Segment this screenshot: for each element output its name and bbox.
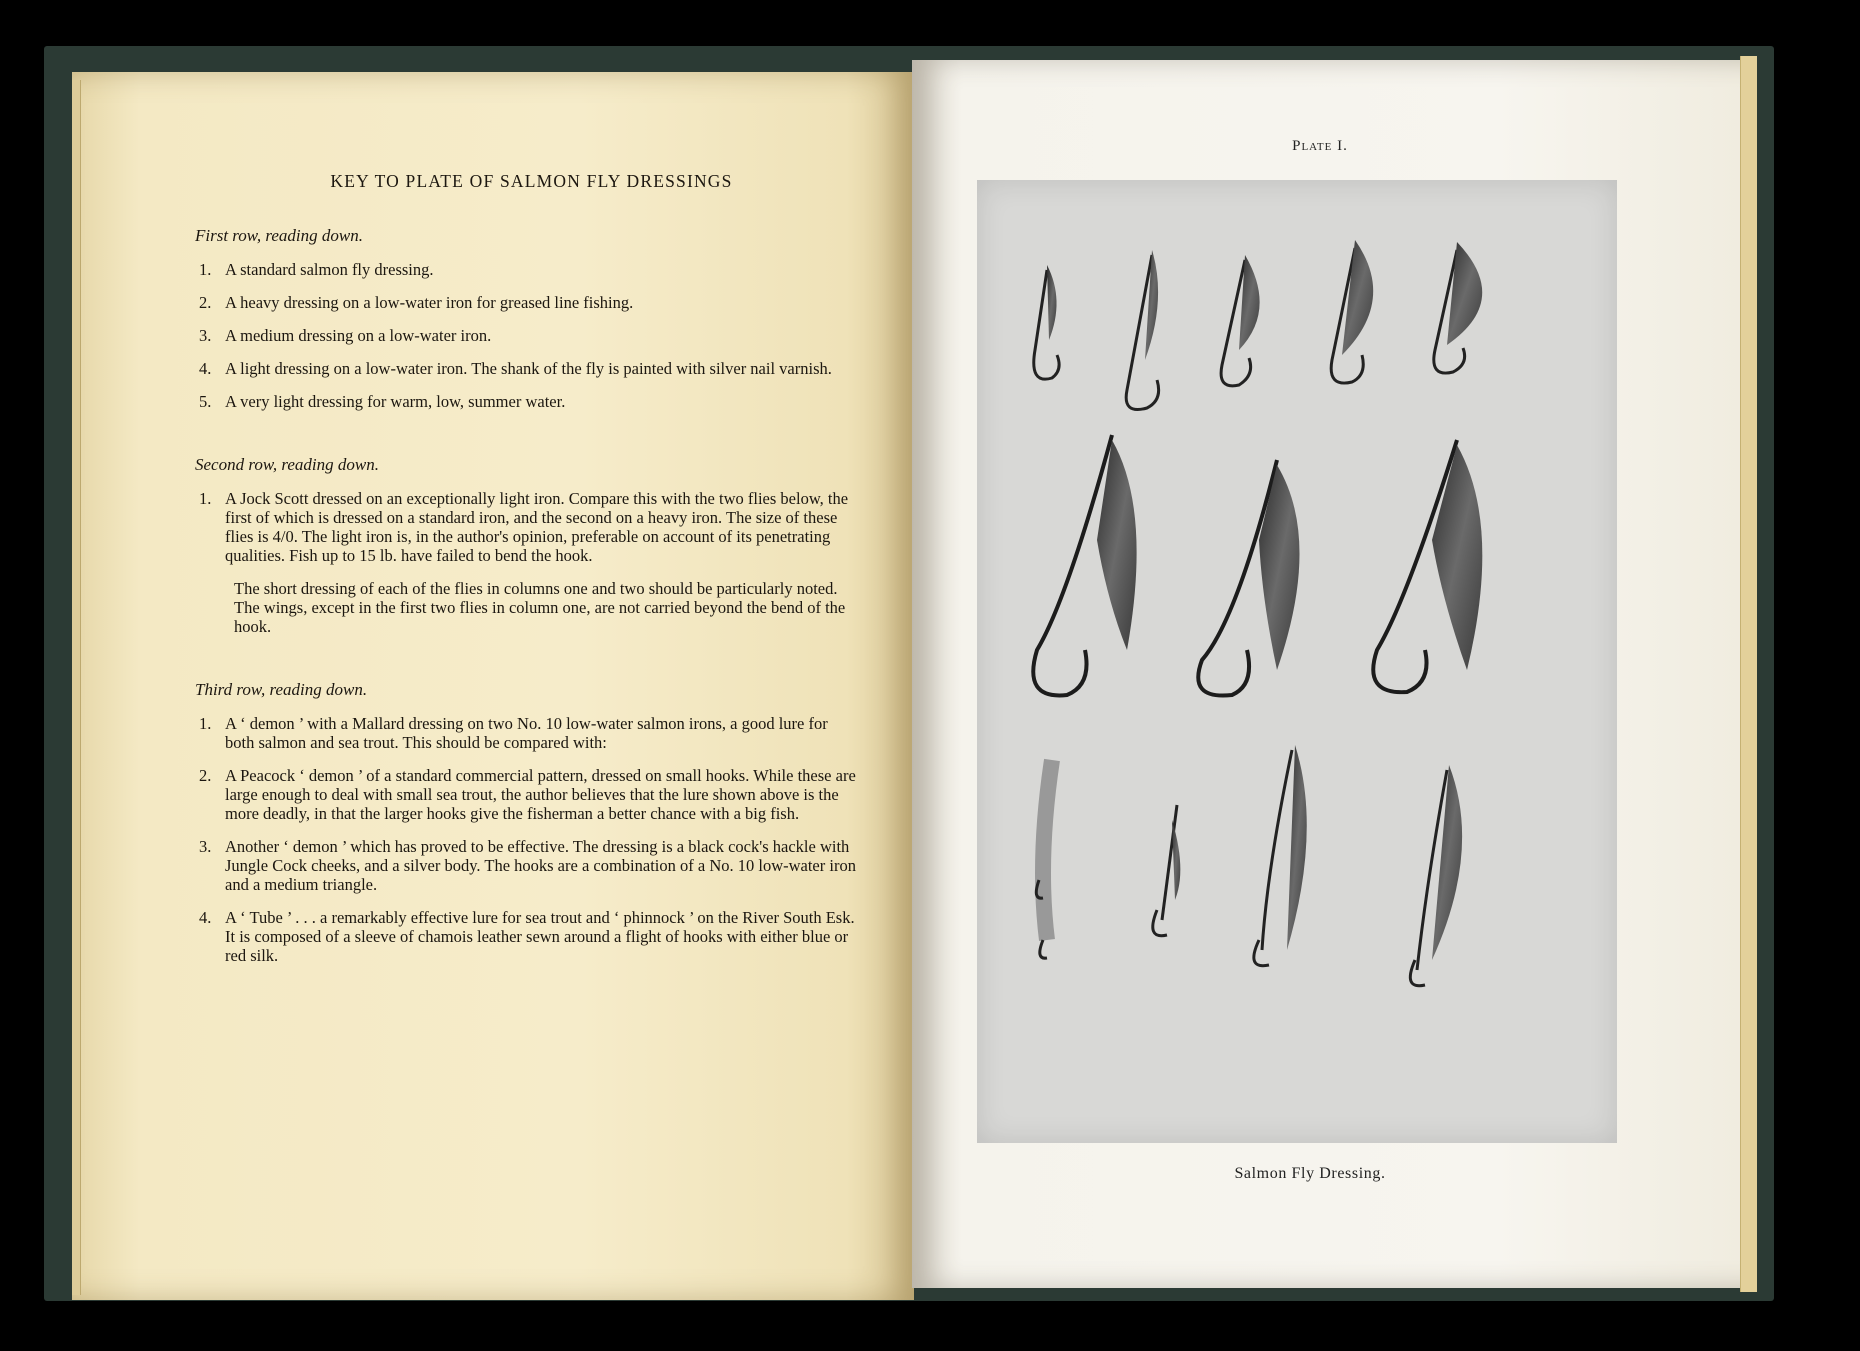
item-number: 4. xyxy=(199,359,212,378)
list-item xyxy=(195,326,860,345)
item-text: A Peacock ‘ demon ’ of a standard commercial pattern, dressed on small hooks. While these are large enough to deal with small sea trout, the author believes that the lure shown above is the more deadly, in that the larger hooks give the fisherman a better chance with a big fish. xyxy=(225,766,856,823)
item-text: Another ‘ demon ’ which has proved to be effective. The dressing is a black cock's hackle with Jungle Cock cheeks, and a silver body. The hooks are a combination of a No. 10 low-water iron and a medium triangle. xyxy=(225,837,856,894)
list-item xyxy=(195,359,860,378)
fly-icon xyxy=(1033,435,1136,695)
section-title: Third row, reading down. xyxy=(195,680,368,699)
item-number: 1. xyxy=(199,489,212,508)
fly-icon xyxy=(1254,745,1307,966)
fly-icon xyxy=(1126,250,1158,410)
item-number: 1. xyxy=(199,260,212,279)
list-item xyxy=(195,766,860,823)
fly-icon xyxy=(1410,765,1462,986)
fly-icon xyxy=(1434,242,1482,373)
item-text: A very light dressing for warm, low, summer water. xyxy=(225,392,566,411)
fly-row-1 xyxy=(1034,240,1482,410)
fly-icon xyxy=(1331,240,1373,383)
fly-icon xyxy=(1221,255,1260,386)
section-third-row xyxy=(195,680,860,965)
item-number: 2. xyxy=(199,766,212,785)
list-item xyxy=(195,293,860,312)
list-item xyxy=(195,489,860,565)
list-item xyxy=(195,837,860,894)
list-item xyxy=(195,260,860,279)
fly-icon xyxy=(1153,805,1181,936)
item-text: A light dressing on a low-water iron. The shank of the fly is painted with silver nail varnish. xyxy=(225,359,832,378)
item-number: 2. xyxy=(199,293,212,312)
section-note: The short dressing of each of the flies in columns one and two should be particularly noted. The wings, except in the first two flies in column one, are not carried beyond the bend of the hook. xyxy=(234,579,846,636)
section-second-row xyxy=(195,455,860,636)
item-number: 4. xyxy=(199,908,212,927)
item-number: 3. xyxy=(199,326,212,345)
fly-icon xyxy=(1198,460,1299,696)
item-number: 1. xyxy=(199,714,212,733)
fly-row-3 xyxy=(1036,745,1462,986)
item-text: A standard salmon fly dressing. xyxy=(225,260,434,279)
item-text: A medium dressing on a low-water iron. xyxy=(225,326,492,345)
item-number: 3. xyxy=(199,837,212,856)
fly-row-2 xyxy=(1033,435,1482,696)
section-title: Second row, reading down. xyxy=(195,455,379,474)
list-item xyxy=(195,908,860,965)
list-item xyxy=(195,714,860,752)
section-title: First row, reading down. xyxy=(195,226,363,245)
fly-icon xyxy=(1036,760,1052,958)
key-text-block xyxy=(195,165,860,1009)
list-item xyxy=(195,392,860,411)
item-text: A heavy dressing on a low-water iron for greased line fishing. xyxy=(225,293,634,312)
right-page-edge xyxy=(1740,56,1757,1292)
page-heading: KEY TO PLATE OF SALMON FLY DRESSINGS xyxy=(330,171,733,191)
plate-label: Plate I. xyxy=(1292,138,1348,154)
item-text: A Jock Scott dressed on an exceptionally light iron. Compare this with the two flies below, the first of which is dressed on a standard iron, and the second on a heavy iron. The size of these flies is 4/0. The light iron is, in the author's opinion, preferable on account of its penetrating qualities. Fish up to 15 lb. have failed to bend the hook. xyxy=(225,489,849,565)
item-text: A ‘ Tube ’ . . . a remarkably effective lure for sea trout and ‘ phinnock ’ on the River South Esk. It is composed of a sleeve of chamois leather sewn around a flight of hooks with either blue or red silk. xyxy=(225,908,855,965)
left-page-edge xyxy=(72,80,81,1295)
section-first-row xyxy=(195,226,860,411)
fly-plate-photo xyxy=(977,180,1617,1143)
item-number: 5. xyxy=(199,392,212,411)
fly-icon xyxy=(1034,265,1059,379)
salmon-flies-illustration xyxy=(977,180,1617,1143)
fly-icon xyxy=(1373,440,1482,692)
item-text: A ‘ demon ’ with a Mallard dressing on two No. 10 low-water salmon irons, a good lure for both salmon and sea trout. This should be compared with: xyxy=(225,714,828,752)
plate-caption: Salmon Fly Dressing. xyxy=(1234,1165,1386,1182)
